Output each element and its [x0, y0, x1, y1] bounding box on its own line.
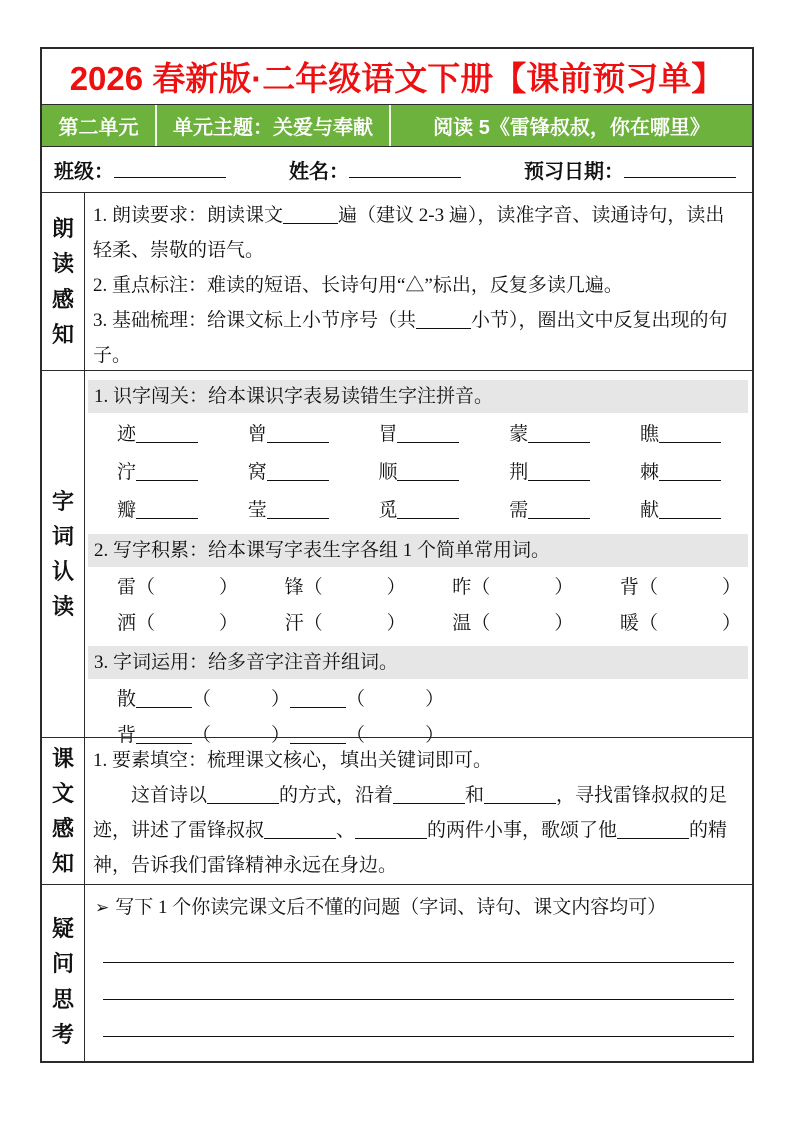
- word-cell: [452, 606, 573, 642]
- name-blank: [349, 157, 461, 178]
- hanzi-cell: [248, 455, 329, 491]
- hanzi-cell: [640, 455, 721, 491]
- hanzi: 背: [117, 725, 137, 746]
- answer-line: [103, 963, 734, 1000]
- kewen-paragraph: [93, 778, 742, 883]
- section-langdu: [42, 192, 752, 370]
- yiwen-prompt: 写下 1 个你读完课文后不懂的问题（字词、诗句、课文内容均可）: [115, 897, 667, 918]
- kewen-text: 的两件小事，歌颂了他: [427, 820, 618, 841]
- hanzi-cell: [509, 455, 590, 491]
- kewen-content: [85, 738, 752, 884]
- date-label: 预习日期：: [524, 161, 624, 183]
- hanzi: 迹: [117, 424, 137, 445]
- paren-close: ）: [554, 613, 574, 634]
- langdu-item-3-text2: 小节），圈出文中反复出现的句子。: [93, 310, 728, 366]
- fill-blank: [617, 819, 689, 839]
- section-label-col: [42, 193, 85, 370]
- section-label-col: [42, 738, 85, 884]
- pinyin-blank: [659, 423, 721, 443]
- word-cell: [285, 570, 406, 606]
- hanzi: 洒: [117, 613, 137, 634]
- kewen-text: 的精神，告诉我们雷锋精神永远在身边。: [93, 820, 728, 876]
- section-yiwen: [42, 884, 752, 1063]
- langdu-item-3: [93, 303, 742, 373]
- pinyin-blank: [136, 423, 198, 443]
- lesson-cell: 阅读 5《雷锋叔叔，你在哪里》: [389, 105, 752, 146]
- fill-blank: [355, 819, 427, 839]
- langdu-item-3-text: 3. 基础梳理：给课文标上小节序号（共: [93, 310, 417, 331]
- hanzi: 汗: [284, 613, 304, 634]
- hanzi-cell: [117, 417, 198, 453]
- hanzi: 暖: [619, 613, 639, 634]
- hanzi: 雷: [117, 577, 137, 598]
- pinyin-blank: [397, 423, 459, 443]
- fill-blank: [264, 819, 336, 839]
- yiwen-content: [85, 885, 752, 1063]
- hanzi-cell: [248, 493, 329, 529]
- langdu-content: [85, 193, 752, 370]
- hanzi: 献: [639, 500, 659, 521]
- paren-open: （: [192, 725, 212, 746]
- zici-content: [85, 371, 752, 746]
- fill-blank: [207, 784, 279, 804]
- answer-line: [103, 926, 734, 963]
- zici-header-3: 3. 字词运用：给多音字注音并组词。: [88, 646, 748, 679]
- answer-line: [103, 1037, 734, 1063]
- word-cell: [452, 570, 573, 606]
- hanzi-cell: [509, 493, 590, 529]
- arrow-bullet-icon: ➢: [95, 898, 110, 918]
- info-row: [42, 146, 752, 192]
- class-blank: [114, 157, 226, 178]
- pinyin-blank: [528, 423, 590, 443]
- hanzi: 莹: [247, 500, 267, 521]
- paren-open: （: [303, 577, 323, 598]
- pinyin-blank: [397, 499, 459, 519]
- section-kewen: [42, 737, 752, 884]
- word-cell: [620, 606, 741, 642]
- langdu-item-1-text2: 遍（建议 2-3 遍），读准字音、读通诗句，读出轻柔、崇敬的语气。: [93, 205, 725, 261]
- paren-open: （: [346, 689, 366, 710]
- kewen-text: ，寻找雷锋叔叔的足迹，讲述了雷锋叔叔: [93, 785, 728, 841]
- langdu-item-1-text: 1. 朗读要求：朗读课文: [93, 205, 284, 226]
- section-label: 字词认读: [51, 488, 74, 620]
- hanzi: 散: [117, 689, 137, 710]
- date-blank: [624, 157, 736, 178]
- paren-close: ）: [386, 613, 406, 634]
- hanzi: 窝: [247, 462, 267, 483]
- paren-close: ）: [721, 613, 741, 634]
- zici-header-1: 1. 识字闯关：给本课识字表易读错生字注拼音。: [88, 380, 748, 413]
- title-row: [42, 49, 752, 104]
- paren-open: （: [192, 689, 212, 710]
- unit-bar: [42, 104, 752, 146]
- hanzi: 冒: [378, 424, 398, 445]
- hanzi-cell: [640, 417, 721, 453]
- hanzi: 锋: [284, 577, 304, 598]
- paren-close: ）: [425, 725, 445, 746]
- paren-open: （: [471, 577, 491, 598]
- pinyin-row: [87, 492, 749, 530]
- paren-close: ）: [271, 689, 291, 710]
- word-row: [87, 570, 749, 606]
- name-group: [289, 155, 461, 184]
- section-zici: [42, 370, 752, 746]
- unit-cell: 第二单元: [58, 117, 139, 139]
- section-label-col: [42, 885, 85, 1063]
- hanzi: 棘: [639, 462, 659, 483]
- duoyin-row: [87, 682, 749, 718]
- paren-open: （: [303, 613, 323, 634]
- paren-open: （: [638, 577, 658, 598]
- name-label: 姓名：: [289, 161, 349, 183]
- pinyin-blank: [136, 461, 198, 481]
- paren-close: ）: [219, 613, 239, 634]
- hanzi: 觅: [378, 500, 398, 521]
- paren-close: ）: [271, 725, 291, 746]
- hanzi: 荆: [509, 462, 529, 483]
- fill-blank: [484, 784, 556, 804]
- pinyin-blank: [267, 423, 329, 443]
- pinyin-row: [87, 416, 749, 454]
- word-row: [87, 606, 749, 642]
- hanzi: 瞧: [639, 424, 659, 445]
- yiwen-prompt-line: [93, 890, 742, 926]
- word-cell: [117, 570, 238, 606]
- paren-open: （: [471, 613, 491, 634]
- pinyin-blank: [397, 461, 459, 481]
- page-title: 2026 春新版·二年级语文下册【课前预习单】: [69, 60, 725, 97]
- section-label: 朗读感知: [51, 216, 74, 347]
- kewen-text: 这首诗以: [131, 785, 208, 806]
- hanzi: 温: [452, 613, 472, 634]
- hanzi-cell: [248, 417, 329, 453]
- hanzi-cell: [640, 493, 721, 529]
- fill-blank: [283, 204, 338, 224]
- fill-blank: [393, 784, 465, 804]
- pinyin-blank: [136, 499, 198, 519]
- zici-header-2: 2. 写字积累：给本课写字表生字各组 1 个简单常用词。: [88, 534, 748, 567]
- class-label: 班级：: [54, 161, 114, 183]
- hanzi-cell: [378, 417, 459, 453]
- kewen-text: 的方式，沿着: [279, 785, 394, 806]
- pinyin-blank: [528, 461, 590, 481]
- paren-open: （: [638, 613, 658, 634]
- section-label-col: [42, 371, 85, 737]
- paren-close: ）: [721, 577, 741, 598]
- kewen-text: 和: [465, 785, 485, 806]
- hanzi-cell: [117, 493, 198, 529]
- paren-close: ）: [219, 577, 239, 598]
- pinyin-blank: [267, 461, 329, 481]
- word-cell: [117, 606, 238, 642]
- paren-close: ）: [386, 577, 406, 598]
- pinyin-blank: [659, 499, 721, 519]
- date-group: [524, 155, 736, 184]
- section-label: 课文感知: [51, 745, 74, 877]
- hanzi: 曾: [247, 424, 267, 445]
- word-cell: [620, 570, 741, 606]
- kewen-item-1: 1. 要素填空：梳理课文核心，填出关键词即可。: [93, 750, 493, 771]
- hanzi-cell: [117, 455, 198, 491]
- langdu-item-2: 2. 重点标注：难读的短语、长诗句用“△”标出，反复多读几遍。: [93, 275, 623, 296]
- theme-cell: 单元主题：关爱与奉献: [155, 105, 389, 146]
- pinyin-blank: [659, 461, 721, 481]
- paren-open: （: [136, 577, 156, 598]
- class-group: [54, 155, 226, 184]
- hanzi: 蒙: [509, 424, 529, 445]
- hanzi: 昨: [452, 577, 472, 598]
- fill-blank: [416, 309, 471, 329]
- paren-close: ）: [425, 689, 445, 710]
- answer-line: [103, 1000, 734, 1037]
- pinyin-blank: [136, 688, 192, 708]
- paren-open: （: [346, 725, 366, 746]
- hanzi-cell: [378, 493, 459, 529]
- hanzi: 背: [619, 577, 639, 598]
- section-label: 疑问思考: [51, 916, 74, 1047]
- paren-open: （: [136, 613, 156, 634]
- hanzi-cell: [509, 417, 590, 453]
- worksheet-sheet: [40, 47, 754, 1063]
- hanzi-cell: [378, 455, 459, 491]
- pinyin-row: [87, 454, 749, 492]
- hanzi: 泞: [117, 462, 137, 483]
- hanzi: 顺: [378, 462, 398, 483]
- pinyin-blank: [267, 499, 329, 519]
- word-cell: [285, 606, 406, 642]
- pinyin-blank: [528, 499, 590, 519]
- langdu-item-1: [93, 198, 742, 268]
- kewen-text: 、: [336, 820, 356, 841]
- paren-close: ）: [554, 577, 574, 598]
- pinyin-blank: [290, 688, 346, 708]
- hanzi: 瓣: [117, 500, 137, 521]
- hanzi: 需: [509, 500, 529, 521]
